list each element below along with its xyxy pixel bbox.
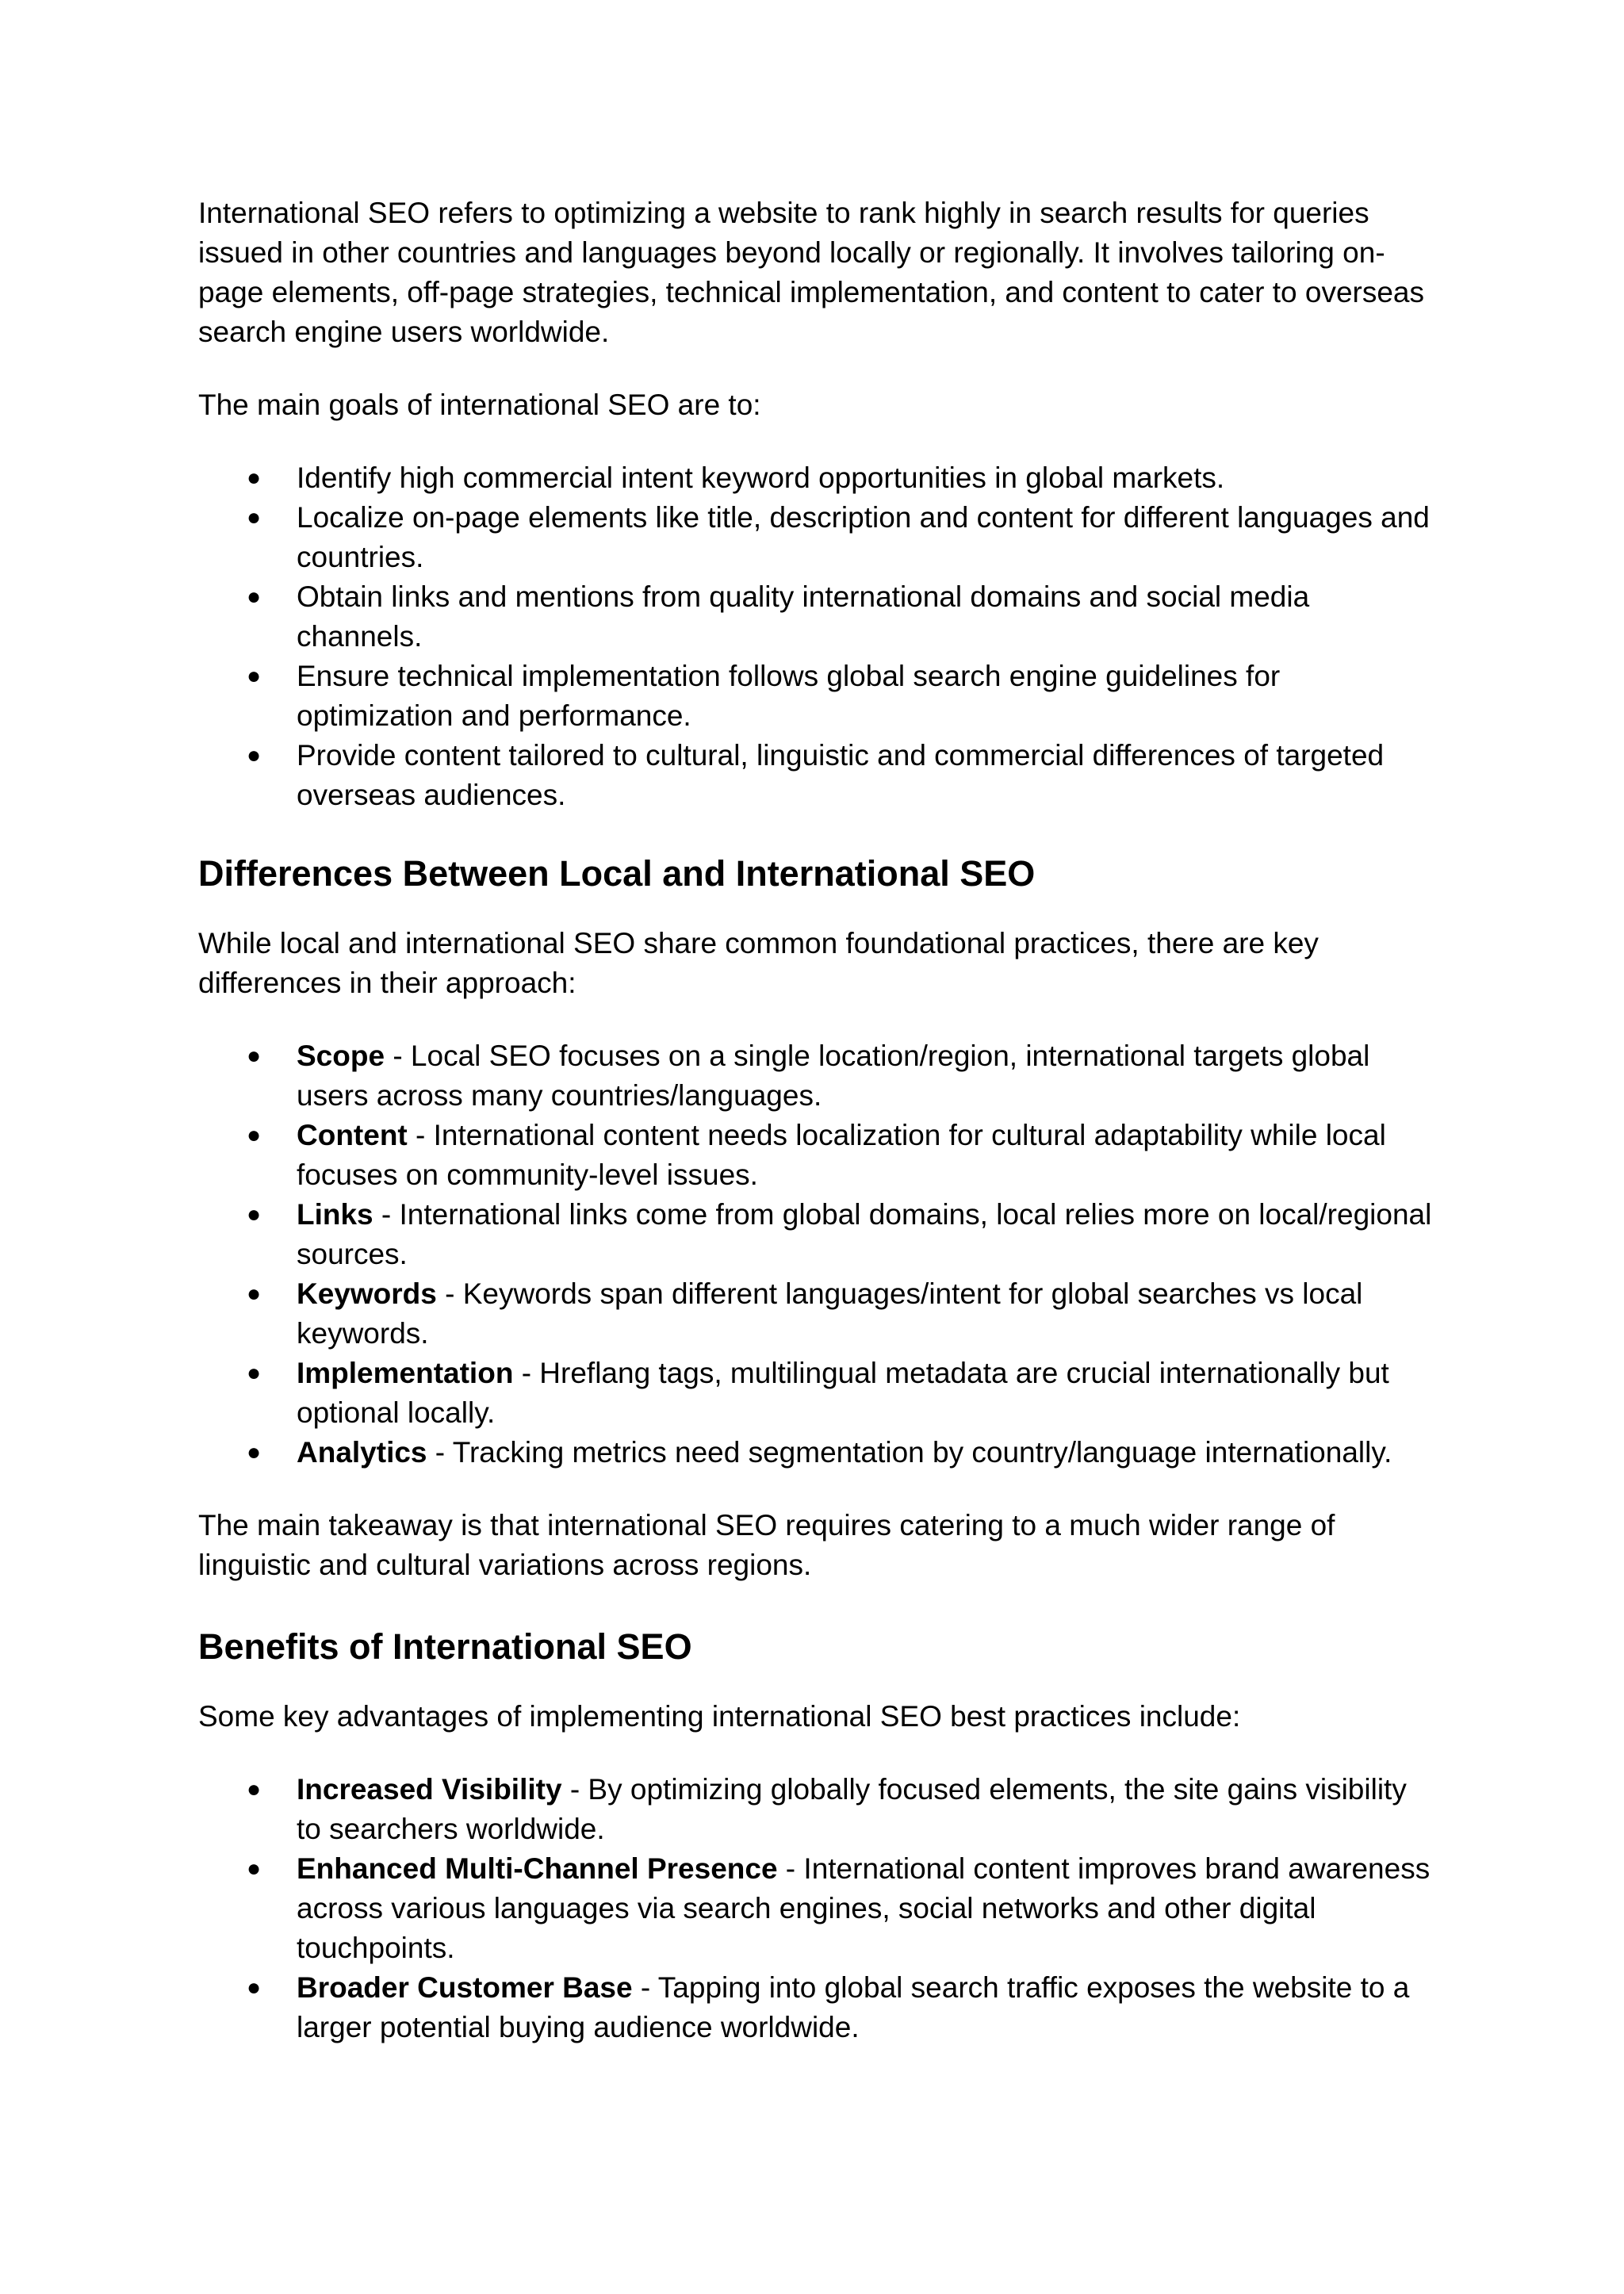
bullet-icon: ● xyxy=(247,1201,262,1227)
bullet-icon: ● xyxy=(247,1122,262,1148)
list-item: ● Provide content tailored to cultural, linguistic and commercial differences of targeted overseas audiences. xyxy=(198,736,1435,815)
bullet-icon: ● xyxy=(247,1776,262,1802)
list-item: ● Broader Customer Base - Tapping into global search traffic exposes the website to a larger potential buying audience worldwide. xyxy=(198,1968,1435,2047)
takeaway-paragraph: The main takeaway is that international SEO requires catering to a much wider range of linguistic and cultural variations across regions. xyxy=(198,1509,1335,1581)
goals-list xyxy=(198,458,1435,815)
term: Keywords xyxy=(297,1277,437,1310)
bullet-icon: ● xyxy=(247,1439,262,1465)
benefits-list xyxy=(198,1770,1435,2047)
term: Increased Visibility xyxy=(297,1773,562,1806)
list-item: ● Obtain links and mentions from quality international domains and social media channels. xyxy=(198,577,1435,657)
term: Enhanced Multi-Channel Presence xyxy=(297,1852,778,1885)
bullet-icon: ● xyxy=(247,1043,262,1069)
bullet-icon: ● xyxy=(247,663,262,689)
term: Links xyxy=(297,1198,373,1231)
list-item: ● Keywords - Keywords span different languages/intent for global searches vs local keywords. xyxy=(198,1274,1435,1354)
term: Scope xyxy=(297,1040,385,1072)
benefits-lead: Some key advantages of implementing international SEO best practices include: xyxy=(198,1700,1241,1733)
list-item: ● Localize on-page elements like title, description and content for different languages and countries. xyxy=(198,498,1435,577)
intro-paragraph: International SEO refers to optimizing a website to rank highly in search results for queries issued in other countries and languages beyond locally or regionally. It involves tailoring on-page elements, off-page strategies, technical implementation, and content to cater to overseas search engine users worldwide. xyxy=(198,197,1425,348)
list-item: ● Increased Visibility - By optimizing globally focused elements, the site gains visibility to searchers worldwide. xyxy=(198,1770,1435,1849)
benefits-heading: Benefits of International SEO xyxy=(198,1626,692,1667)
bullet-icon: ● xyxy=(247,1855,262,1882)
list-item: ● Identify high commercial intent keyword opportunities in global markets. xyxy=(198,458,1435,498)
bullet-icon: ● xyxy=(247,1974,262,2001)
document-page xyxy=(198,193,1435,2047)
list-item: ● Ensure technical implementation follows global search engine guidelines for optimization and performance. xyxy=(198,657,1435,736)
differences-list xyxy=(198,1036,1435,1473)
differences-lead: While local and international SEO share common foundational practices, there are key differences in their approach: xyxy=(198,927,1319,999)
bullet-icon: ● xyxy=(247,1281,262,1307)
list-item: ● Content - International content needs localization for cultural adaptability while local focuses on community-level issues. xyxy=(198,1116,1435,1195)
list-item: ● Implementation - Hreflang tags, multilingual metadata are crucial internationally but optional locally. xyxy=(198,1354,1435,1433)
list-item: ● Scope - Local SEO focuses on a single location/region, international targets global users across many countries/languages. xyxy=(198,1036,1435,1116)
term: Implementation xyxy=(297,1357,514,1389)
list-item: ● Analytics - Tracking metrics need segmentation by country/language internationally. xyxy=(198,1433,1435,1473)
term: Broader Customer Base xyxy=(297,1971,633,2004)
bullet-icon: ● xyxy=(247,504,262,530)
bullet-icon: ● xyxy=(247,1360,262,1386)
differences-heading: Differences Between Local and International SEO xyxy=(198,853,1036,894)
term: Analytics xyxy=(297,1436,427,1469)
bullet-icon: ● xyxy=(247,584,262,610)
term: Content xyxy=(297,1119,408,1151)
bullet-icon: ● xyxy=(247,742,262,768)
goals-lead: The main goals of international SEO are to: xyxy=(198,389,761,421)
list-item: ● Enhanced Multi-Channel Presence - International content improves brand awareness across various languages via search engines, social networks and other digital touchpoints. xyxy=(198,1849,1435,1968)
list-item: ● Links - International links come from global domains, local relies more on local/regional sources. xyxy=(198,1195,1435,1274)
bullet-icon: ● xyxy=(247,465,262,491)
